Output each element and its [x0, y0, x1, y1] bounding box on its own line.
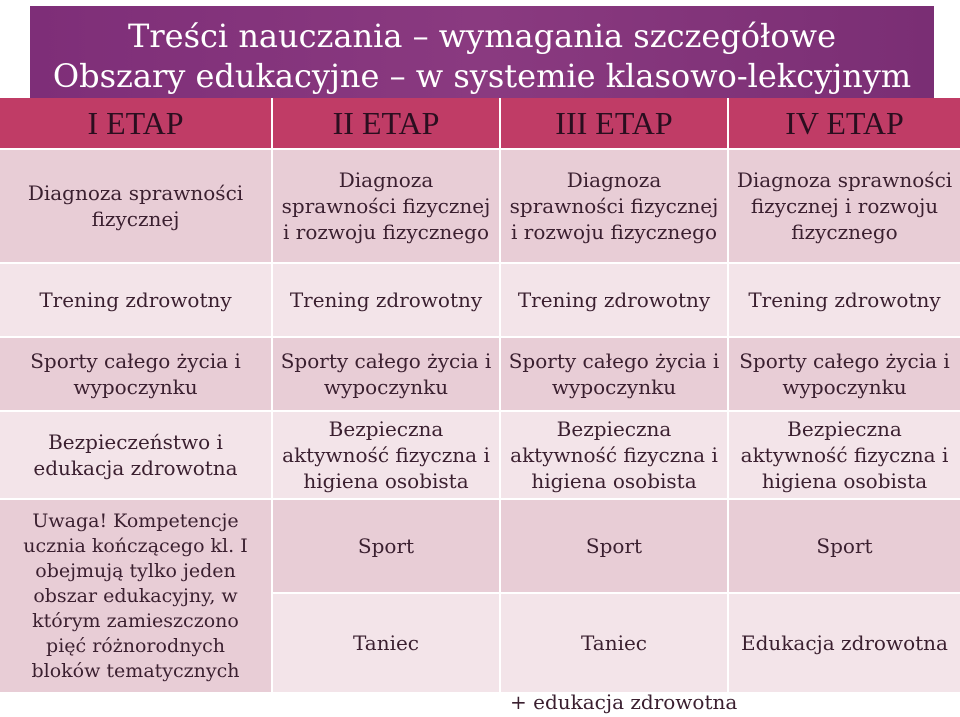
table-cell: Diagnoza sprawności fizycznej i rozwoju fizycznego [501, 150, 727, 262]
table-cell: Trening zdrowotny [273, 264, 499, 336]
table-cell: Sporty całego życia i wypoczynku [729, 338, 960, 410]
table-cell: Bezpieczna aktywność fizyczna i higiena osobista [501, 412, 727, 498]
table-row [0, 264, 960, 336]
column-header: III ETAP [501, 98, 727, 148]
table-cell: Bezpieczeństwo i edukacja zdrowotna [0, 412, 271, 498]
table-cell: Sporty całego życia i wypoczynku [0, 338, 271, 410]
table-cell: Taniec [501, 594, 727, 692]
table-header-row [0, 98, 960, 148]
table-cell: Sport [501, 500, 727, 592]
table-cell: Diagnoza sprawności fizycznej i rozwoju fizycznego [729, 150, 960, 262]
title-line-1: Treści nauczania – wymagania szczegółowe [127, 17, 836, 55]
table-cell: Taniec [273, 594, 499, 692]
extra-note: + edukacja zdrowotna [510, 690, 738, 714]
column-header: I ETAP [0, 98, 271, 148]
table-cell: Sporty całego życia i wypoczynku [273, 338, 499, 410]
table-cell: Sport [273, 500, 499, 592]
table-row [0, 500, 960, 592]
table-row [0, 338, 960, 410]
table-cell: Trening zdrowotny [729, 264, 960, 336]
table-cell: Sport [729, 500, 960, 592]
table-cell: Trening zdrowotny [0, 264, 271, 336]
column-header: II ETAP [273, 98, 499, 148]
title-line-2: Obszary edukacyjne – w systemie klasowo-lekcyjnym [52, 57, 912, 95]
note-cell: Uwaga! Kompetencje ucznia kończącego kl. I obejmują tylko jeden obszar edukacyjny, w którym zamieszczono pięć różnorodnych bloków tematycznych [0, 500, 271, 692]
table-cell: Diagnoza sprawności fizycznej [0, 150, 271, 262]
slide-title [30, 6, 934, 98]
table-cell: Sporty całego życia i wypoczynku [501, 338, 727, 410]
table-cell: Bezpieczna aktywność fizyczna i higiena osobista [273, 412, 499, 498]
table-cell: Edukacja zdrowotna [729, 594, 960, 692]
table-cell: Diagnoza sprawności fizycznej i rozwoju fizycznego [273, 150, 499, 262]
table-row [0, 150, 960, 262]
table-row [0, 594, 960, 692]
table-row [0, 412, 960, 498]
table-cell: Bezpieczna aktywność fizyczna i higiena osobista [729, 412, 960, 498]
column-header: IV ETAP [729, 98, 960, 148]
table-cell: Trening zdrowotny [501, 264, 727, 336]
